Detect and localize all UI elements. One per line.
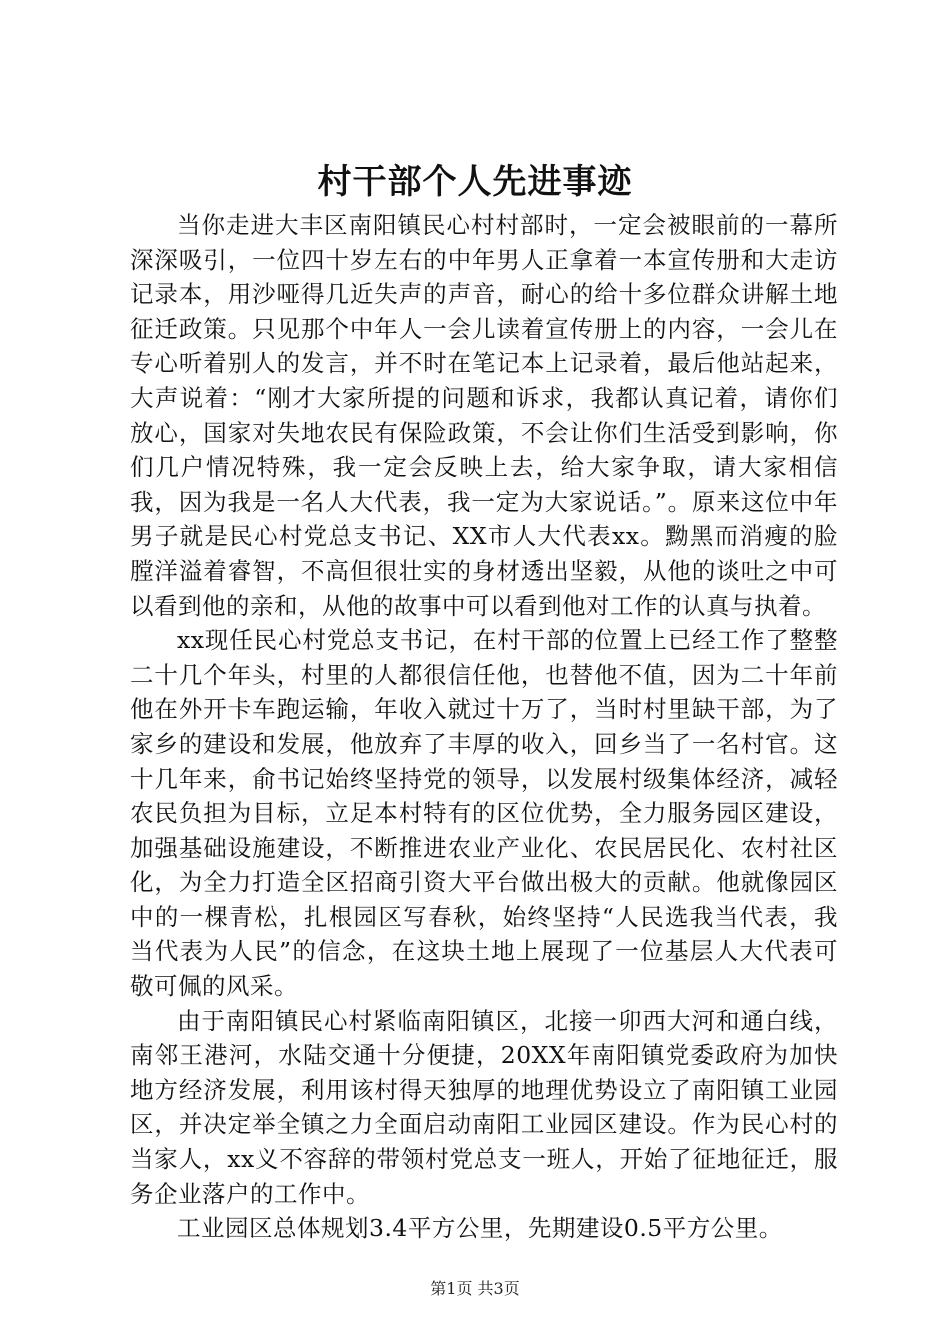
paragraph-1: 当你走进大丰区南阳镇民心村村部时，一定会被眼前的一幕所深深吸引，一位四十岁左右的中年男人正拿着一本宣传册和大走访记录本，用沙哑得几近失声的声音，耐心的给十多位群众讲解土地征迁政策。只见那个中年人一会儿读着宣传册上的内容，一会儿在专心听着别人的发言，并不时在笔记本上记录着，最后他站起来，大声说着：“刚才大家所提的问题和诉求，我都认真记着，请你们放心，国家对失地农民有保险政策，不会让你们生活受到影响，你们几户情况特殊，我一定会反映上去，给大家争取，请大家相信我，因为我是一名人大代表，我一定为大家说话。”。原来这位中年男子就是民心村党总支书记、XX市人大代表xx。黝黑而消瘦的脸膛洋溢着睿智，不高但很壮实的身材透出坚毅，从他的谈吐之中可以看到他的亲和，从他的故事中可以看到他对工作的认真与执着。 [130, 211, 838, 620]
page-number-footer: 第1页 共3页 [430, 1279, 520, 1298]
paragraph-2: xx现任民心村党总支书记，在村干部的位置上已经工作了整整二十几个年头，村里的人都很信任他，也替他不值，因为二十年前他在外开卡车跑运输，年收入就过十万了，当时村里缺干部，为了家乡的建设和发展，他放弃了丰厚的收入，回乡当了一名村官。这十几年来，俞书记始终坚持党的领导，以发展村级集体经济，减轻农民负担为目标，立足本村特有的区位优势，全力服务园区建设，加强基础设施建设，不断推进农业产业化、农民居民化、农村社区化，为全力打造全区招商引资大平台做出极大的贡献。他就像园区中的一棵青松，扎根园区写春秋，始终坚持“人民选我当代表，我当代表为人民”的信念，在这块土地上展现了一位基层人大代表可敬可佩的风采。 [130, 626, 838, 1001]
document-body [130, 208, 838, 1246]
paragraph-4: 工业园区总体规划3.4平方公里，先期建设0.5平方公里。 [177, 1214, 783, 1243]
paragraph-3: 由于南阳镇民心村紧临南阳镇区，北接一卯西大河和通白线，南邻王港河，水陆交通十分便捷，20XX年南阳镇党委政府为加快地方经济发展，利用该村得天独厚的地理优势设立了南阳镇工业园区，并决定举全镇之力全面启动南阳工业园区建设。作为民心村的当家人，xx义不容辞的带领村党总支一班人，开始了征地征迁，服务企业落户的工作中。 [130, 1006, 838, 1208]
document-title: 村干部个人先进事迹 [317, 162, 633, 202]
